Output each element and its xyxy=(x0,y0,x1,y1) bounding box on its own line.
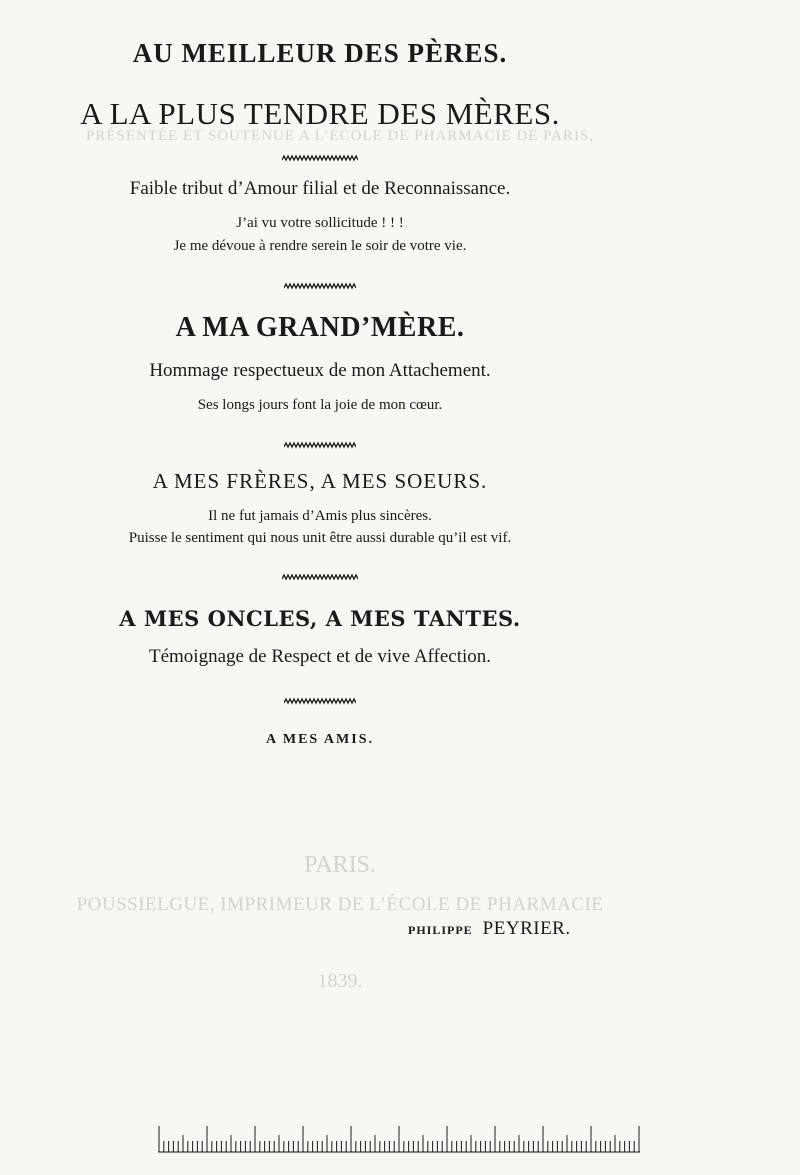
dedication-mother: A LA PLUS TENDRE DES MÈRES. xyxy=(80,96,560,131)
ornamental-separator xyxy=(20,154,620,162)
author-last-name: PEYRIER. xyxy=(482,918,571,939)
ornamental-separator xyxy=(20,282,620,290)
siblings-heading: A MES FRÈRES, A MES SOEURS. xyxy=(152,469,488,493)
show-through-line-d: 1839. xyxy=(317,970,363,992)
ornamental-separator xyxy=(20,441,620,449)
author-first-name: PHILIPPE xyxy=(408,923,473,937)
author-signature xyxy=(408,918,571,940)
siblings-quote-1: Il ne fut jamais d’Amis plus sincères. xyxy=(208,508,432,524)
parents-quote-2: Je me dévoue à rendre serein le soir de votre vie. xyxy=(173,238,467,254)
uncles-heading: A MES ONCLES, A MES TANTES. xyxy=(119,606,521,631)
show-through-line-b: PARIS. xyxy=(304,852,376,878)
uncles-tribute: Témoignage de Respect et de vive Affection. xyxy=(148,646,492,667)
parents-tribute: Faible tribut d’Amour filial et de Reconnaissance. xyxy=(129,178,511,199)
scale-ruler xyxy=(158,1124,642,1154)
grandmother-tribute: Hommage respectueux de mon Attachement. xyxy=(149,360,491,381)
ornamental-separator xyxy=(20,697,620,705)
siblings-quote-2: Puisse le sentiment qui nous unit être aussi durable qu’il est vif. xyxy=(128,530,512,546)
friends-heading: A MES AMIS. xyxy=(266,732,374,747)
grandmother-quote: Ses longs jours font la joie de mon cœur. xyxy=(197,397,443,413)
dedication-father: AU MEILLEUR DES PÈRES. xyxy=(132,38,508,68)
show-through-line-a: PRÉSENTÉE ET SOUTENUE A L’ÉCOLE DE PHARMACIE DE PARIS, xyxy=(85,128,595,144)
ornamental-separator xyxy=(20,573,620,581)
parents-quote-1: J’ai vu votre sollicitude ! ! ! xyxy=(236,215,404,231)
grandmother-heading: A MA GRAND’MÈRE. xyxy=(175,312,465,343)
show-through-line-c: POUSSIELGUE, IMPRIMEUR DE L’ÉCOLE DE PHARMACIE xyxy=(76,894,604,915)
